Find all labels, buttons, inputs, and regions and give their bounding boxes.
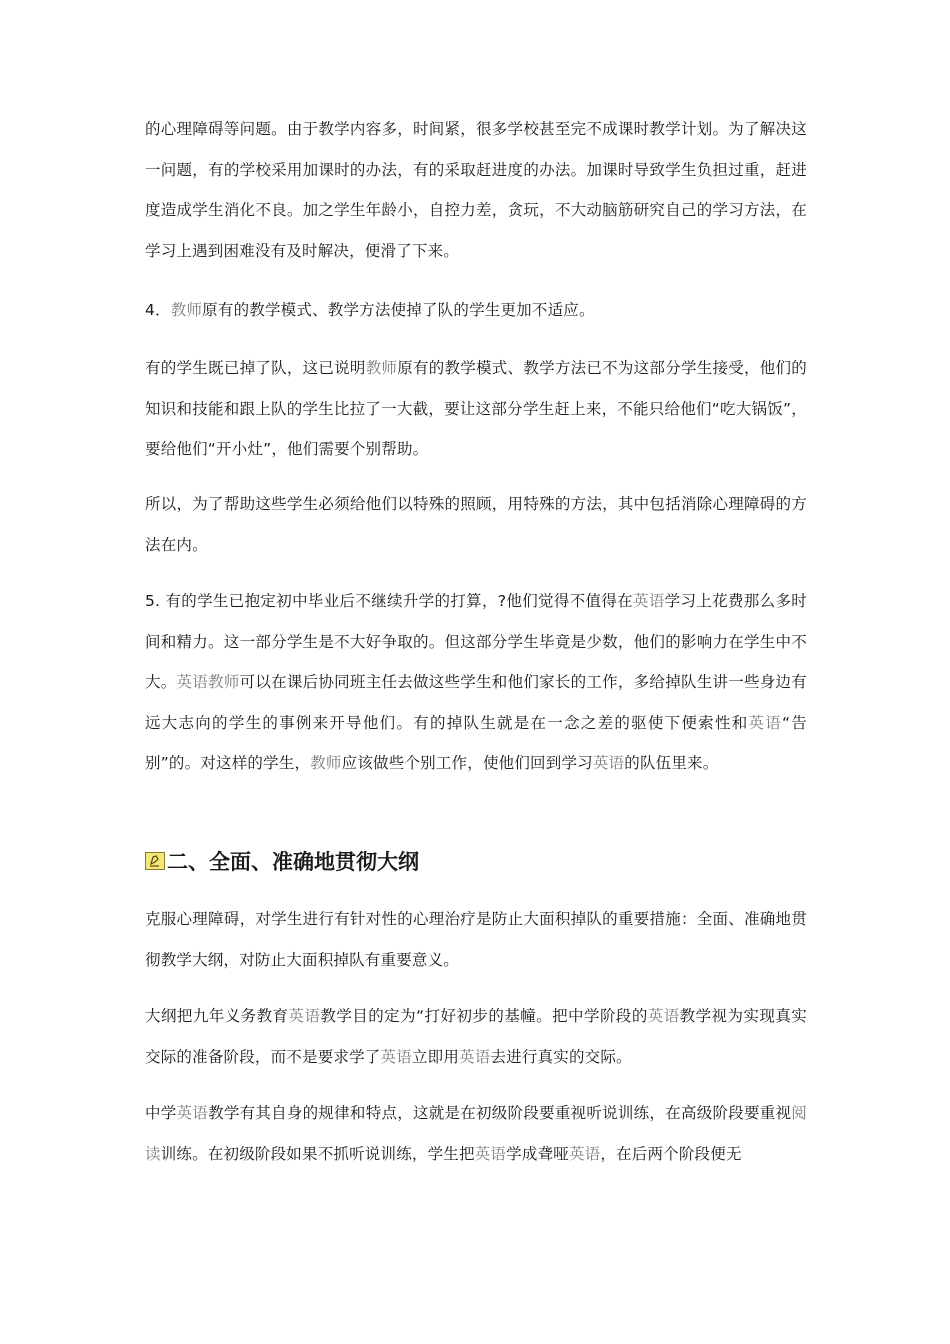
note-icon <box>145 852 165 870</box>
keyword-link[interactable]: 英语教师 <box>176 673 240 692</box>
keyword-link[interactable]: 英语 <box>176 1104 209 1122</box>
text-segment: 教学有其自身的规律和特点，这就是在初级阶段要重视听说训练，在高级阶段要重视 <box>208 1104 792 1122</box>
keyword-link[interactable]: 教师 <box>170 301 203 319</box>
text-segment: “告别”的。对这样的学生， <box>145 713 807 773</box>
text-segment: 5. 有的学生已抱定初中毕业后不继续升学的打算，?他们觉得不值得在 <box>145 592 634 610</box>
text-segment: 大纲把九年义务教育 <box>145 1007 289 1025</box>
keyword-link[interactable]: 英语 <box>288 1007 321 1025</box>
text-segment: 教学视为实现真实交际的准备阶段，而不是要求学了 <box>145 1007 807 1066</box>
text-segment: 4． <box>145 301 171 319</box>
keyword-link[interactable]: 英语 <box>380 1047 412 1066</box>
text-segment: 原有的教学模式、教学方法已不为这部分学生接受，他们的知识和技能和跟上队的学生比拉了一大截，要让这部分学生赶上来，不能只给他们“吃大锅饭”，要给他们“开小灶”，他们需要个别帮助。 <box>145 359 807 459</box>
paragraph-4 <box>145 484 807 565</box>
keyword-link[interactable]: 英语 <box>748 713 782 732</box>
keyword-link[interactable]: 英语 <box>568 1144 601 1163</box>
text-segment: 原有的教学模式、教学方法使掉了队的学生更加不适应。 <box>202 301 595 319</box>
keyword-link[interactable]: 英语 <box>474 1144 507 1163</box>
text-segment: 学习上花费那么多时间和精力。这一部分学生是不大好争取的。但这部分学生毕竟是少数，他们的影响力在学生中不大。 <box>145 592 807 692</box>
paragraph-5 <box>145 581 807 784</box>
text-segment: 应该做些个别工作，使他们回到学习 <box>341 754 593 773</box>
keyword-link[interactable]: 教师 <box>365 359 398 377</box>
paragraph-2 <box>145 290 807 331</box>
paragraph-6 <box>145 899 807 980</box>
keyword-link[interactable]: 英语 <box>459 1047 491 1066</box>
section-heading <box>145 846 419 876</box>
keyword-link[interactable]: 英语 <box>592 754 625 773</box>
paragraph-8 <box>145 1093 807 1174</box>
keyword-link[interactable]: 英语 <box>633 592 665 610</box>
text-segment: 克服心理障碍，对学生进行有针对性的心理治疗是防止大面积掉队的重要措施：全面、准确地贯彻教学大纲，对防止大面积掉队有重要意义。 <box>145 910 807 969</box>
keyword-link[interactable]: 教师 <box>310 754 342 773</box>
paragraph-3 <box>145 348 807 470</box>
text-segment: 有的学生既已掉了队，这已说明 <box>145 359 366 377</box>
keyword-link[interactable]: 阅读 <box>145 1104 807 1163</box>
text-segment: 学成聋哑 <box>506 1144 569 1163</box>
text-segment: 去进行真实的交际。 <box>490 1047 632 1066</box>
text-segment: 所以，为了帮助这些学生必须给他们以特殊的照顾，用特殊的方法，其中包括消除心理障碍的方法在内。 <box>145 495 807 554</box>
keyword-link[interactable]: 英语 <box>647 1007 680 1025</box>
text-segment: ，在后两个阶段便无 <box>600 1144 742 1163</box>
paragraph-7 <box>145 996 807 1077</box>
text-segment: 中学 <box>145 1104 177 1122</box>
section-heading-text: 二、全面、准确地贯彻大纲 <box>167 850 419 874</box>
text-segment: 的队伍里来。 <box>624 754 719 773</box>
text-segment: 立即用 <box>411 1047 460 1066</box>
text-segment: 的心理障碍等问题。由于教学内容多，时间紧，很多学校甚至完不成课时教学计划。为了解决这一问题，有的学校采用加课时的办法，有的采取赶进度的办法。加课时导致学生负担过重，赶进度造成学生消化不良。加之学生年龄小，自控力差，贪玩，不大动脑筋研究自己的学习方法，在学习上遇到困难没有及时解决，便滑了下来。 <box>145 120 807 260</box>
text-segment: 教学目的定为“打好初步的基幢。把中学阶段的 <box>320 1007 648 1025</box>
paragraph-1 <box>145 109 807 271</box>
text-segment: 可以在课后协同班主任去做这些学生和他们家长的工作，多给掉队生讲一些身边有远大志向的学生的事例来开导他们。有的掉队生就是在一念之差的驱使下便索性和 <box>145 673 807 732</box>
text-segment: 训练。在初级阶段如果不抓听说训练，学生把 <box>160 1144 475 1163</box>
